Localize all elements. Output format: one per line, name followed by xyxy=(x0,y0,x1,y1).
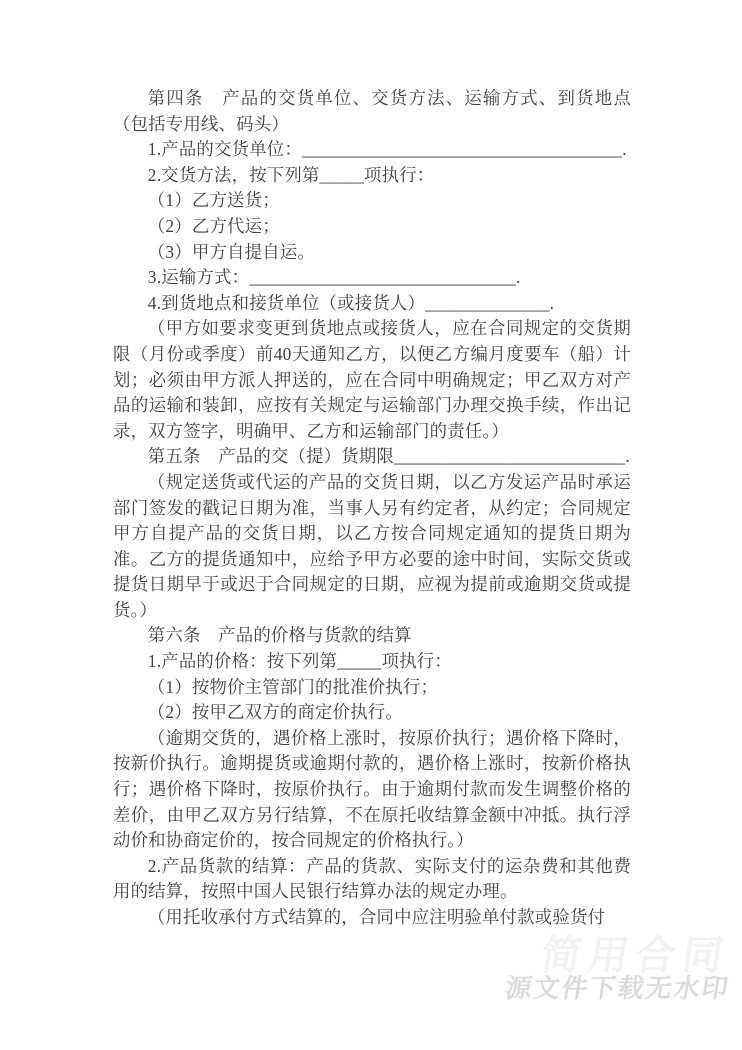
contract-paragraph-3: 2.交货方法，按下列第_____项执行： xyxy=(147,164,435,185)
contract-paragraph-2: 1.产品的交货单位：____________________________________. xyxy=(147,139,627,160)
watermark-tagline: 源文件下载无水印 xyxy=(503,973,732,1003)
contract-body xyxy=(113,86,631,931)
contract-paragraph-13: 1.产品的价格：按下列第_____项执行： xyxy=(147,651,452,672)
contract-paragraph-10: 第五条 产品的交（提）货期限__________________________. xyxy=(147,446,630,467)
contract-paragraph-4: （1）乙方送货； xyxy=(147,190,280,211)
contract-paragraph-11: （规定送货或代运的产品的交货日期，以乙方发运产品时承运部门签发的戳记日期为准，当事人另有约定者，从约定；合同规定甲方自提产品的交货日期，以乙方按合同规定通知的提货日期为准。乙方的提货通知中，应给予甲方必要的途中时间，实际交货或提货日期早于或迟于合同规定的日期，应视为提前或逾期交货或提货。） xyxy=(113,471,631,620)
contract-paragraph-5: （2）乙方代运； xyxy=(147,215,280,236)
contract-paragraph-6: （3）甲方自提自运。 xyxy=(147,241,316,262)
contract-paragraph-17: 2.产品货款的结算：产品的货款、实际支付的运杂费和其他费用的结算，按照中国人民银行结算办法的规定办理。 xyxy=(113,855,631,902)
contract-paragraph-14: （1）按物价主管部门的批准价执行； xyxy=(147,676,439,697)
watermark-brand: 简用合同 xyxy=(538,934,733,978)
contract-paragraph-7: 3.运输方式：______________________________. xyxy=(147,267,521,288)
contract-paragraph-9: （甲方如要求变更到货地点或接货人，应在合同规定的交货期限（月份或季度）前40天通知乙方，以便乙方编月度要车（船）计划；必须由甲方派人押送的，应在合同中明确规定；甲乙双方对产品的运输和装卸，应按有关规定与运输部门办理交换手续，作出记录，双方签字，明确甲、乙方和运输部门的责任。） xyxy=(113,318,631,441)
contract-paragraph-12: 第六条 产品的价格与货款的结算 xyxy=(147,625,412,646)
contract-paragraph-15: （2）按甲乙双方的商定价执行。 xyxy=(147,702,403,723)
contract-paragraph-16: （逾期交货的，遇价格上涨时，按原价执行；遇价格下降时，按新价执行。逾期提货或逾期付款的，遇价格上涨时，按新价格执行；遇价格下降时，按原价执行。由于逾期付款而发生调整价格的差价，由甲乙双方另行结算，不在原托收结算金额中冲抵。执行浮动价和协商定价的，按合同规定的价格执行。） xyxy=(113,727,631,851)
contract-paragraph-18: （用托收承付方式结算的，合同中应注明验单付款或验货付 xyxy=(147,907,606,927)
contract-paragraph-8: 4.到货地点和接货单位（或接货人）______________. xyxy=(147,292,555,313)
contract-paragraph-1: 第四条 产品的交货单位、交货方法、运输方式、到货地点（包括专用线、码头） xyxy=(113,88,631,134)
